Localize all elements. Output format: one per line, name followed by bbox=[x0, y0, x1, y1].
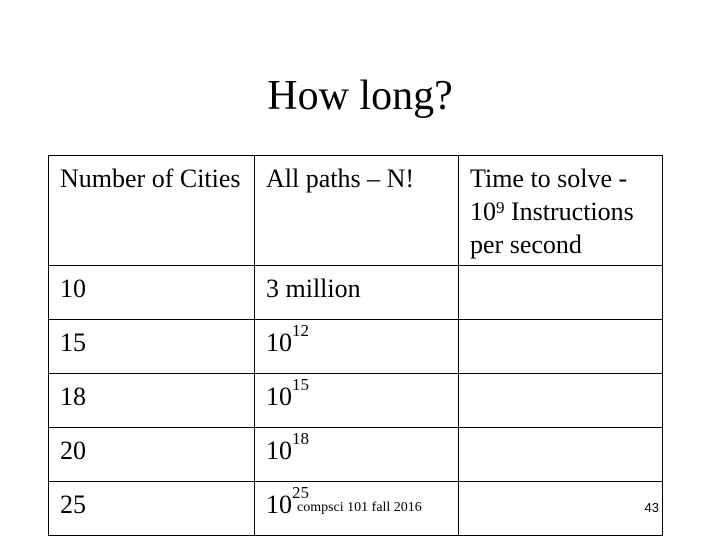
cell-paths-exponent: 15 bbox=[292, 375, 309, 394]
slide-footer: compsci 101 fall 2016 bbox=[297, 500, 422, 515]
cell-paths-text: 3 million bbox=[266, 274, 361, 303]
cell-cities: 25 bbox=[49, 482, 255, 536]
cell-cities: 18 bbox=[49, 374, 255, 428]
cell-time bbox=[459, 482, 663, 536]
table-row bbox=[49, 266, 663, 320]
cell-paths bbox=[255, 266, 459, 320]
cell-time bbox=[459, 320, 663, 374]
cell-paths-exponent: 25 bbox=[292, 483, 309, 502]
cell-cities: 10 bbox=[49, 266, 255, 320]
cell-time bbox=[459, 428, 663, 482]
header-time-prefix: Time to solve - 10 bbox=[470, 164, 628, 226]
table-row bbox=[49, 428, 663, 482]
cell-cities: 15 bbox=[49, 320, 255, 374]
page-number: 43 bbox=[644, 500, 659, 515]
table-header-row bbox=[49, 156, 663, 266]
cell-paths-exponent: 18 bbox=[292, 429, 309, 448]
cell-paths bbox=[255, 320, 459, 374]
header-all-paths: All paths – N! bbox=[255, 156, 459, 266]
cell-paths-exponent: 12 bbox=[292, 321, 309, 340]
cell-paths-base: 10 bbox=[266, 436, 292, 465]
header-time-suffix: Instructions per second bbox=[470, 197, 634, 259]
slide-title: How long? bbox=[267, 73, 453, 119]
cell-paths-base: 10 bbox=[266, 490, 292, 519]
table-row bbox=[49, 320, 663, 374]
header-number-of-cities: Number of Cities bbox=[49, 156, 255, 266]
complexity-table bbox=[48, 155, 663, 536]
cell-cities: 20 bbox=[49, 428, 255, 482]
cell-paths bbox=[255, 428, 459, 482]
cell-paths bbox=[255, 374, 459, 428]
header-time-to-solve bbox=[459, 156, 663, 266]
cell-time bbox=[459, 266, 663, 320]
cell-paths-base: 10 bbox=[266, 382, 292, 411]
table-row bbox=[49, 374, 663, 428]
header-time-exponent: 9 bbox=[496, 198, 505, 217]
cell-paths-base: 10 bbox=[266, 328, 292, 357]
cell-time bbox=[459, 374, 663, 428]
